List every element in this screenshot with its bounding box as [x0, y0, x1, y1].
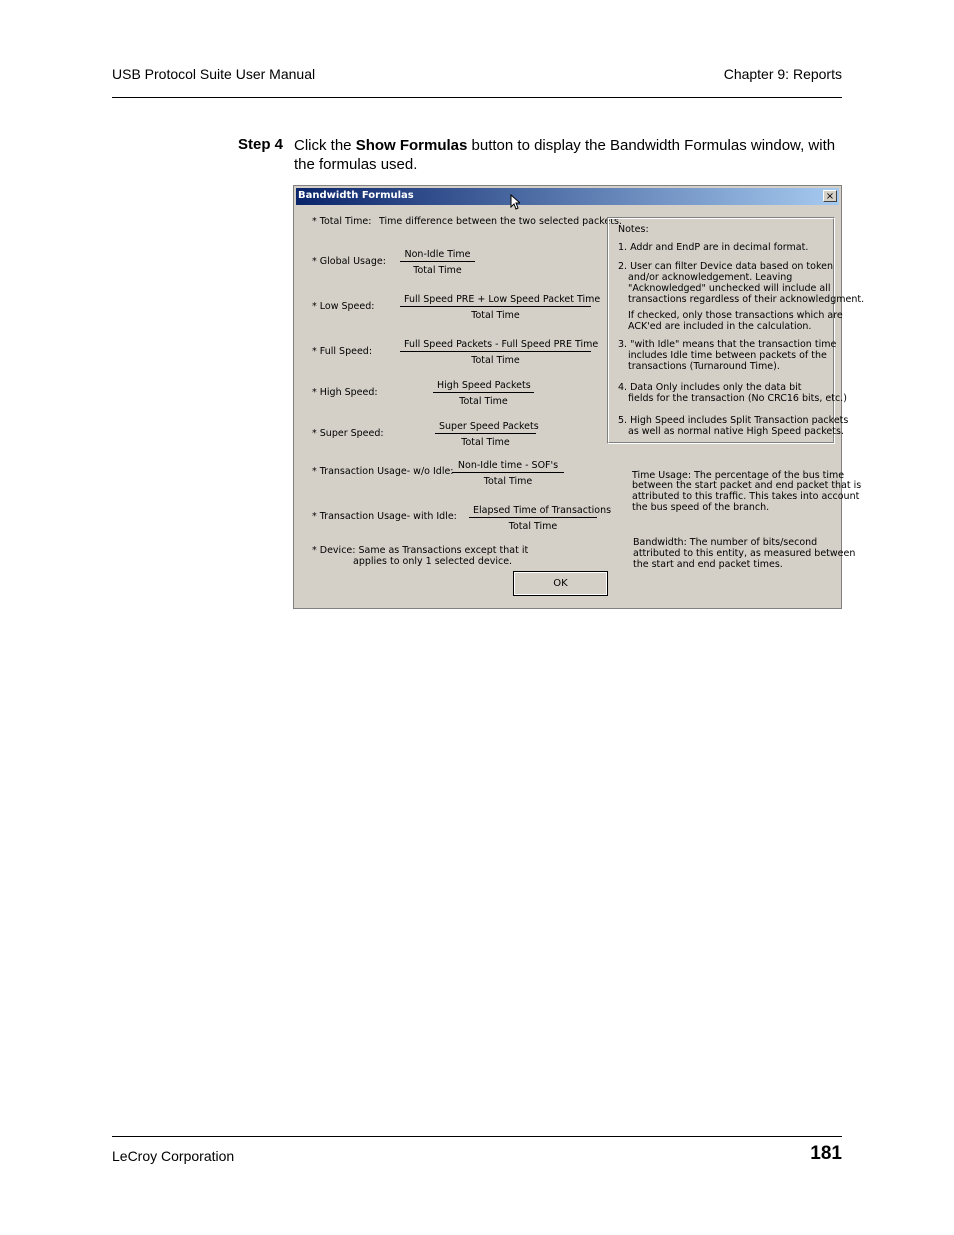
- note-line: "Acknowledged" unchecked will include all: [628, 283, 831, 294]
- formula-label-low-speed: * Low Speed:: [312, 301, 375, 312]
- time-usage-line: the bus speed of the branch.: [632, 502, 770, 513]
- footer-rule: [112, 1136, 842, 1137]
- close-button[interactable]: [823, 190, 837, 202]
- note-line: 5. High Speed includes Split Transaction packets: [618, 415, 849, 426]
- step-label: Step 4: [238, 136, 284, 153]
- header-manual-title: USB Protocol Suite User Manual: [112, 66, 316, 82]
- note-line: ACK'ed are included in the calculation.: [628, 321, 812, 332]
- formula-low-speed: [400, 294, 601, 321]
- footer-company: LeCroy Corporation: [112, 1148, 235, 1164]
- step-text: [294, 136, 842, 174]
- close-icon: ×: [825, 191, 835, 202]
- formula-denominator: Total Time: [471, 310, 520, 321]
- device-note-line: * Device: Same as Transactions except that it: [312, 545, 529, 556]
- notes-title: Notes:: [618, 224, 649, 235]
- formula-denominator: Total Time: [461, 437, 510, 448]
- page-number: 181: [810, 1143, 842, 1164]
- formula-numerator: Non-Idle Time: [400, 249, 475, 262]
- formula-global: [400, 249, 475, 276]
- note-line: 4. Data Only includes only the data bit: [618, 382, 802, 393]
- step-text-before: Click the: [294, 137, 356, 154]
- formula-denominator: Total Time: [471, 355, 520, 366]
- formula-transaction-without-idle: [452, 460, 564, 487]
- formula-denominator: Total Time: [413, 265, 462, 276]
- note-line: 1. Addr and EndP are in decimal format.: [618, 242, 809, 253]
- formula-full-speed: [400, 339, 599, 366]
- note-line: includes Idle time between packets of the: [628, 350, 827, 361]
- note-line: transactions regardless of their acknowledgment.: [628, 294, 865, 305]
- time-usage-line: attributed to this traffic. This takes into account: [632, 491, 860, 502]
- formula-denominator: Total Time: [508, 521, 558, 532]
- mouse-pointer-icon: [510, 194, 520, 210]
- dialog-titlebar[interactable]: [296, 188, 839, 205]
- bandwidth-formulas-dialog: [293, 185, 865, 609]
- note-line: as well as normal native High Speed packets.: [628, 426, 844, 437]
- device-note-line: applies to only 1 selected device.: [353, 556, 513, 567]
- formula-high-speed: [433, 380, 534, 407]
- formula-label-super-speed: * Super Speed:: [312, 428, 384, 439]
- formula-numerator: Full Speed Packets - Full Speed PRE Time: [400, 339, 591, 352]
- formula-denominator: Total Time: [459, 396, 508, 407]
- formula-label-transaction-with-idle: * Transaction Usage- with Idle:: [312, 511, 457, 522]
- bandwidth-line: the start and end packet times.: [633, 559, 783, 570]
- bandwidth-line: Bandwidth: The number of bits/second: [633, 537, 818, 548]
- header-chapter: Chapter 9: Reports: [723, 66, 842, 82]
- formula-numerator: High Speed Packets: [433, 380, 534, 393]
- dialog-title: Bandwidth Formulas: [298, 190, 414, 201]
- note-line: fields for the transaction (No CRC16 bits, etc.): [628, 393, 847, 404]
- formula-numerator: Non-Idle time - SOF's: [452, 460, 564, 473]
- notes-box: [607, 217, 865, 444]
- formula-label-full-speed: * Full Speed:: [312, 346, 373, 357]
- note-line: transactions (Turnaround Time).: [628, 361, 780, 372]
- total-time-desc: Time difference between the two selected packets.: [379, 216, 622, 227]
- total-time-label: * Total Time:: [312, 216, 372, 227]
- header-rule: [112, 97, 842, 98]
- formula-label-high-speed: * High Speed:: [312, 387, 378, 398]
- note-line: 3. "with Idle" means that the transaction time: [618, 339, 837, 350]
- formula-numerator: Full Speed PRE + Low Speed Packet Time: [400, 294, 591, 307]
- note-line: If checked, only those transactions which are: [628, 310, 843, 321]
- formula-denominator: Total Time: [483, 476, 533, 487]
- formula-transaction-with-idle: [469, 505, 612, 532]
- formula-numerator: Elapsed Time of Transactions: [469, 505, 597, 518]
- formula-numerator: Super Speed Packets: [435, 421, 536, 434]
- formula-label-global: * Global Usage:: [312, 256, 386, 267]
- bandwidth-line: attributed to this entity, as measured between: [633, 548, 856, 559]
- ok-button[interactable]: OK: [513, 571, 608, 596]
- time-usage-line: Time Usage: The percentage of the bus time: [632, 470, 845, 481]
- step-text-bold: Show Formulas: [355, 137, 468, 154]
- time-usage-line: between the start packet and end packet that is: [632, 480, 862, 491]
- note-line: and/or acknowledgement. Leaving: [628, 272, 793, 283]
- formula-super-speed: [435, 421, 539, 448]
- formula-label-transaction-without-idle: * Transaction Usage- w/o Idle:: [312, 466, 454, 477]
- step-text-after: button to display the Bandwidth Formulas window, with the formulas used.: [294, 137, 836, 173]
- note-line: 2. User can filter Device data based on token: [618, 261, 834, 272]
